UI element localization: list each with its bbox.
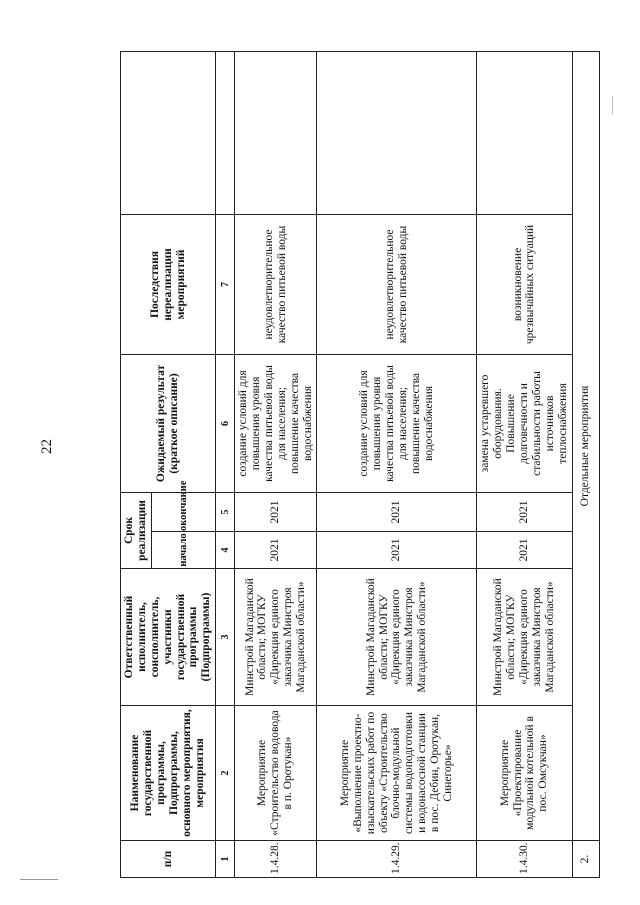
- row-end: 2021: [477, 492, 572, 531]
- row-consequence: неудовлетворительное качество питьевой воды: [317, 214, 477, 354]
- colnum-3: 3: [216, 569, 235, 706]
- rotated-table-container: [120, 52, 592, 878]
- colnum-empty: [216, 51, 235, 214]
- table-row: [477, 51, 572, 877]
- row-end: 2021: [235, 492, 317, 531]
- row-responsible: Минстрой Магаданской области; МОГКУ «Дирекция единого заказчика Минстроя Магаданской области»: [317, 569, 477, 706]
- table-row: [317, 51, 477, 877]
- row-id: 1.4.28.: [235, 841, 317, 878]
- header-empty: [121, 51, 216, 214]
- row-name: Мероприятие «Строительство водовода в п. Оротукан»: [235, 706, 317, 841]
- row-id: 1.4.29.: [317, 841, 477, 878]
- row-consequence: возникновение чрезвычайных ситуаций: [477, 214, 572, 354]
- header-result: Ожидаемый результат (краткое описание): [121, 354, 216, 492]
- row-empty: [477, 51, 572, 214]
- row-start: 2021: [477, 532, 572, 569]
- row-start: 2021: [235, 532, 317, 569]
- header-num: п/п: [121, 841, 216, 878]
- row-empty: [317, 51, 477, 214]
- header-name: Наименование государственной программы, Подпрограммы, основного мероприятия, мероприятия: [121, 706, 216, 841]
- header-period: Срок реализации: [121, 492, 152, 568]
- row-responsible: Минстрой Магаданской области; МОГКУ «Дирекция единого заказчика Минстроя Магаданской области»: [477, 569, 572, 706]
- table-row: [235, 51, 317, 877]
- colnum-1: 1: [216, 841, 235, 878]
- header-responsible: Ответственный исполнитель, соисполнитель, участники государственной программы (Подпрограммы): [121, 569, 216, 706]
- row-result: создание условий для повышения уровня качества питьевой воды для населения; повышение качества водоснабжения: [235, 354, 317, 492]
- row-result: замена устаревшего оборудования. Повышение долговечности и стабильности работы источников теплоснабжения: [477, 354, 572, 492]
- row-consequence: неудовлетворительное качество питьевой воды: [235, 214, 317, 354]
- row-responsible: Минстрой Магаданской области; МОГКУ «Дирекция единого заказчика Минстроя Магаданской области»: [235, 569, 317, 706]
- page-number: 22: [39, 439, 55, 454]
- row-id: 1.4.30.: [477, 841, 572, 878]
- colnum-2: 2: [216, 706, 235, 841]
- header-consequence: Последствия нереализации мероприятий: [121, 214, 216, 354]
- program-table: [120, 51, 600, 878]
- colnum-6: 6: [216, 354, 235, 492]
- colnum-4: 4: [216, 532, 235, 569]
- section-row: [572, 51, 599, 877]
- footer-rule: [20, 879, 58, 880]
- row-name: Мероприятие «Проектирование модульной котельной в пос. Омсукчан»: [477, 706, 572, 841]
- row-name: Мероприятие «Выполнение проектно-изыскательских работ по объекту «Строительство блочно-модульной системы водоподготовки и водонасосной станции в пос. Дебин, Оротукан, Синегорье»: [317, 706, 477, 841]
- column-number-row: [216, 51, 235, 877]
- row-result: создание условий для повышения уровня качества питьевой воды для населения; повышение качества водоснабжения: [317, 354, 477, 492]
- row-empty: [235, 51, 317, 214]
- colnum-7: 7: [216, 214, 235, 354]
- header-end: окончание: [151, 492, 215, 531]
- margin-mark: [612, 96, 613, 114]
- section-id: 2.: [572, 841, 599, 878]
- header-start: начало: [151, 532, 215, 569]
- header-row: [121, 51, 152, 877]
- section-title: Отдельные мероприятия: [572, 51, 599, 840]
- colnum-5: 5: [216, 492, 235, 531]
- row-end: 2021: [317, 492, 477, 531]
- row-start: 2021: [317, 532, 477, 569]
